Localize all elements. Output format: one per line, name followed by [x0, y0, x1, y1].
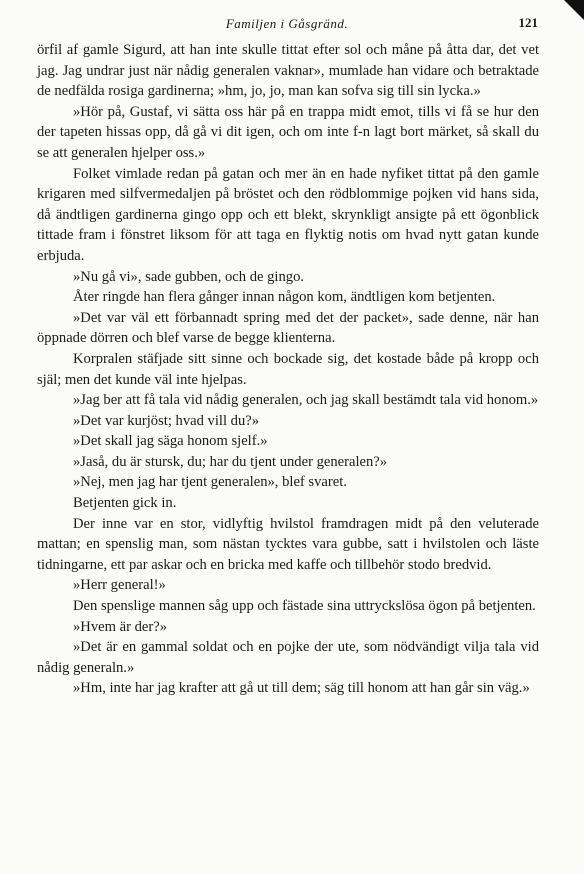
- paragraph: Folket vimlade redan på gatan och mer än en hade nyfiket tittat på den gamle krigaren med silfvermedaljen på bröstet och den rödblommige pojken vid hans sida, då ändtligen gardinerna gingo opp och ett blekt, skrynkligt ansigte på ett ögonblick tittade fram i fönstret liksom för att taga en flyktig notis om hvad nytt gatan kunde erbjuda.: [37, 165, 539, 264]
- paragraph: Åter ringde han flera gånger innan någon kom, ändtligen kom betjenten.: [73, 289, 496, 306]
- paragraph: »Det är en gammal soldat och en pojke der ute, som nödvändigt vilja tala vid nådig generaln.»: [37, 639, 539, 676]
- paragraph: »Det skall jag säga honom sjelf.»: [73, 433, 268, 450]
- paragraph: Den spenslige mannen såg upp och fästade sina uttryckslösa ögon på betjenten.: [73, 598, 536, 615]
- paragraph: »Jag ber att få tala vid nådig generalen, och jag skall bestämdt tala vid honom.»: [73, 392, 539, 409]
- paragraph: »Det var väl ett förbannadt spring med det der packet», sade denne, när han öppnade dörren och blef varse de begge klienterna.: [37, 309, 539, 347]
- paragraph: »Det var kurjöst; hvad vill du?»: [73, 412, 260, 429]
- paragraph: »Nej, men jag har tjent generalen», blef svaret.: [73, 474, 347, 491]
- paragraph: Korpralen stäfjade sitt sinne och bockade sig, det kostade både på kropp och själ; men det kunde väl inte hjelpas.: [37, 350, 539, 388]
- page-number: 121: [518, 15, 538, 30]
- page-corner-mark: [564, 0, 584, 20]
- paragraph: »Hm, inte har jag krafter att gå ut till dem; säg till honom att han går sin väg.»: [73, 680, 530, 697]
- page-header: [36, 14, 538, 34]
- page-body: [37, 40, 539, 699]
- paragraph: »Jaså, du är stursk, du; har du tjent under generalen?»: [73, 453, 388, 470]
- paragraph: »Herr general!»: [73, 577, 166, 594]
- paragraph: »Nu gå vi», sade gubben, och de gingo.: [73, 268, 305, 285]
- paragraph: Betjenten gick in.: [73, 495, 177, 512]
- paragraph: örfil af gamle Sigurd, att han inte skulle tittat efter sol och måne på åtta dar, det vet jag. Jag undrar just när nådig generalen vaknar», mumlade han vidare och betraktade de nedfälda rosiga gardinerna; »hm, jo, jo, man kan sofva sig till sin lycka.»: [37, 42, 539, 100]
- running-title: Familjen i Gåsgränd.: [225, 16, 349, 31]
- paragraph: »Hör på, Gustaf, vi sätta oss här på en trappa midt emot, tills vi få se hur den der tapeten hissas opp, då gå vi dit igen, och om inte f-n lagt bort märket, så skall du se att generalen hjelper oss.»: [37, 103, 539, 161]
- paragraph: Der inne var en stor, vidlyftig hvilstol framdragen midt på den veluterade mattan; en spenslig man, som nästan tycktes vara gubbe, satt i hvilstolen och läste tidningarne, ett par askar och en bricka med kaffe och tillbehör stodo bredvid.: [37, 515, 539, 573]
- paragraph: »Hvem är der?»: [73, 618, 168, 635]
